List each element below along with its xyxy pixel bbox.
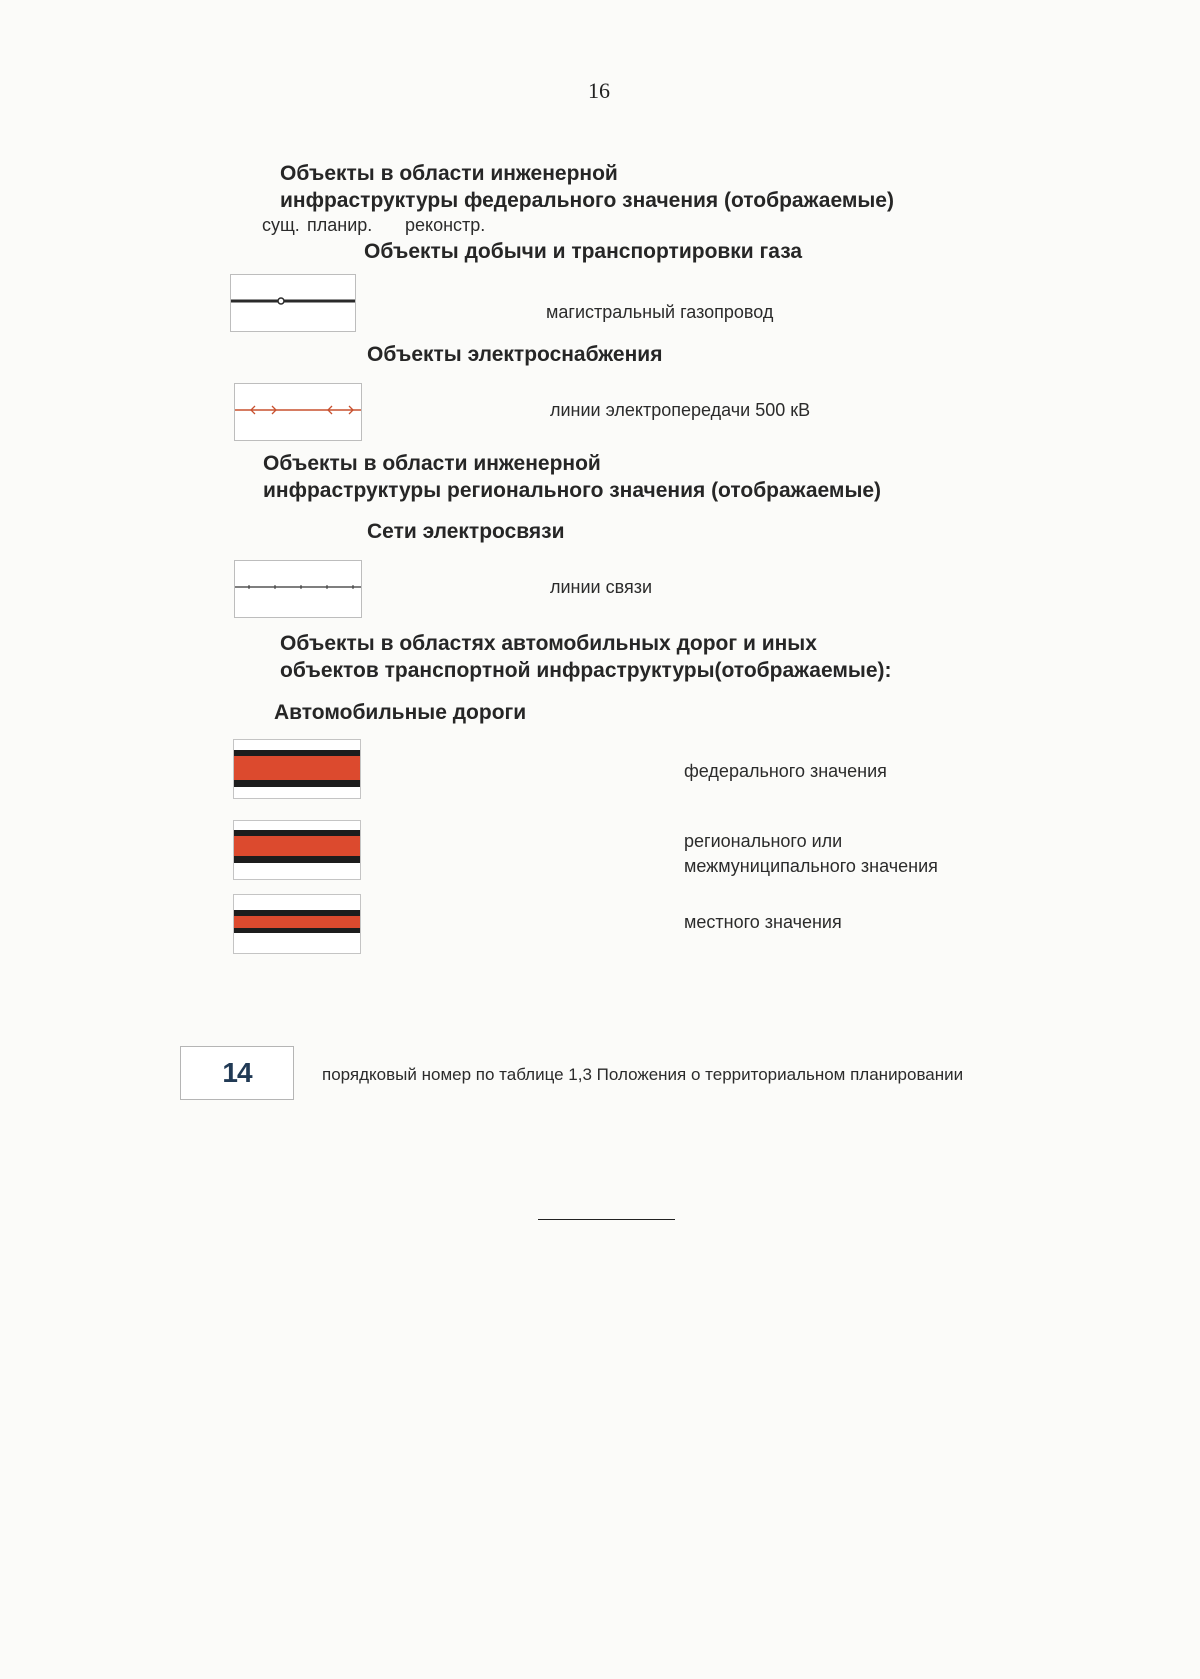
index-number-box: 14 [180,1046,294,1100]
gas-pipeline-symbol [230,274,356,332]
road-regional-label-line1: регионального или [684,831,843,851]
transport-heading-line1: Объекты в областях автомобильных дорог и иных [280,632,817,655]
power-line-label: линии электропередачи 500 кВ [550,400,811,420]
index-note-text: порядковый номер по таблице 1,3 Положения о территориальном планировании [322,1065,964,1084]
telecom-heading: Сети электросвязи [367,520,565,543]
roads-heading: Автомобильные дороги [274,701,527,724]
power-line-symbol [234,383,362,441]
status-reconstruction: реконстр. [405,215,486,235]
power-heading: Объекты электроснабжения [367,343,663,366]
federal-heading-line2: инфраструктуры федерального значения (отображаемые) [280,189,894,212]
gas-pipeline-label: магистральный газопровод [546,302,774,322]
road-regional-label-line2: межмуниципального значения [684,856,938,876]
closing-rule [538,1219,675,1220]
road-federal-symbol [233,739,361,799]
status-existing: сущ. [262,215,300,235]
telecom-line-label: линии связи [550,577,653,597]
page-number: 16 [588,78,610,103]
road-local-symbol [233,894,361,954]
status-planned: планир. [307,215,373,235]
regional-heading-line2: инфраструктуры регионального значения (отображаемые) [263,479,882,502]
gas-heading: Объекты добычи и транспортировки газа [364,240,803,263]
federal-heading-line1: Объекты в области инженерной [280,162,618,185]
road-local-label: местного значения [684,912,842,932]
road-regional-symbol [233,820,361,880]
regional-heading-line1: Объекты в области инженерной [263,452,601,475]
telecom-line-symbol [234,560,362,618]
transport-heading-line2: объектов транспортной инфраструктуры(отображаемые): [280,659,892,682]
road-federal-label: федерального значения [684,761,887,781]
